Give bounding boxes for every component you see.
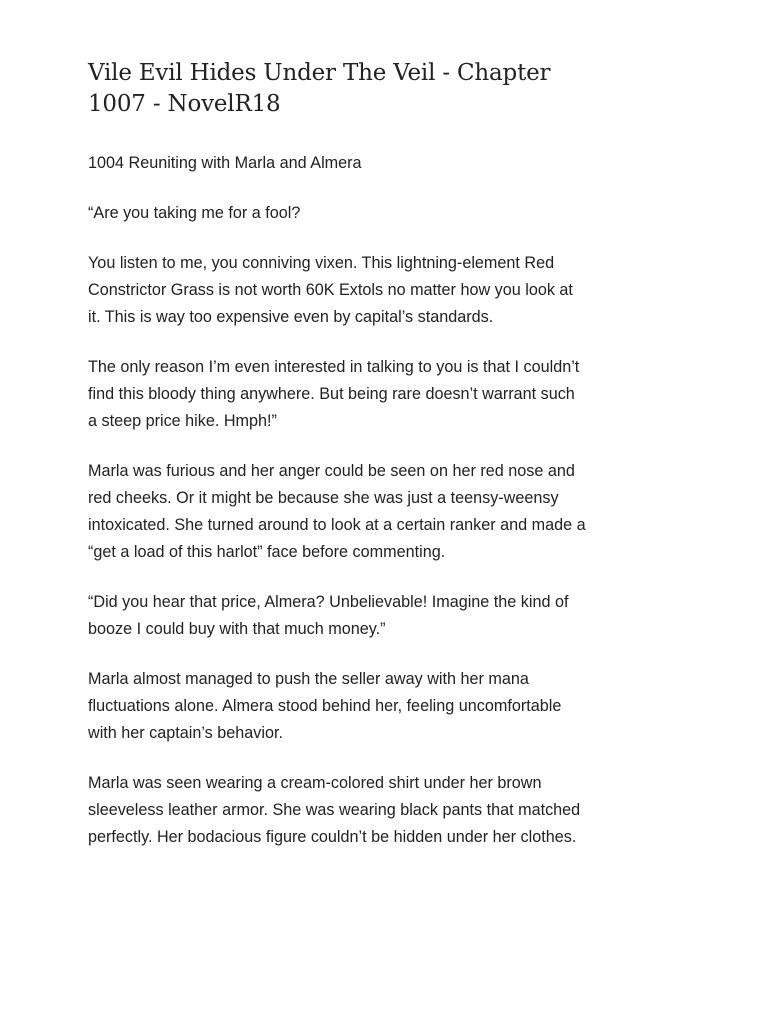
paragraph: Marla was seen wearing a cream-colored shirt under her brown sleeveless leather armor. She was wearing black pants that matched perfectly. Her bodacious figure couldn’t be hidden under her clothes.: [88, 774, 581, 846]
article: [88, 58, 588, 874]
page-title: Vile Evil Hides Under The Veil - Chapter 1007 - NovelR18: [88, 60, 551, 117]
paragraph: You listen to me, you conniving vixen. This lightning-element Red Constrictor Grass is not worth 60K Extols no matter how you look at it. This is way too expensive even by capital’s standards.: [88, 254, 573, 326]
paragraph: “Are you taking me for a fool?: [88, 204, 301, 222]
paragraph: Marla was furious and her anger could be seen on her red nose and red cheeks. Or it might be because she was just a teensy-weensy intoxicated. She turned around to look at a certain ranker and made a “get a load of this harlot” face before commenting.: [88, 462, 586, 561]
paragraph: “Did you hear that price, Almera? Unbelievable! Imagine the kind of booze I could buy with that much money.”: [88, 593, 569, 638]
paragraph: The only reason I’m even interested in talking to you is that I couldn’t find this bloody thing anywhere. But being rare doesn’t warrant such a steep price hike. Hmph!”: [88, 358, 580, 430]
chapter-heading: 1004 Reuniting with Marla and Almera: [88, 154, 362, 172]
paragraph: Marla almost managed to push the seller away with her mana fluctuations alone. Almera stood behind her, feeling uncomfortable with her captain’s behavior.: [88, 670, 562, 742]
